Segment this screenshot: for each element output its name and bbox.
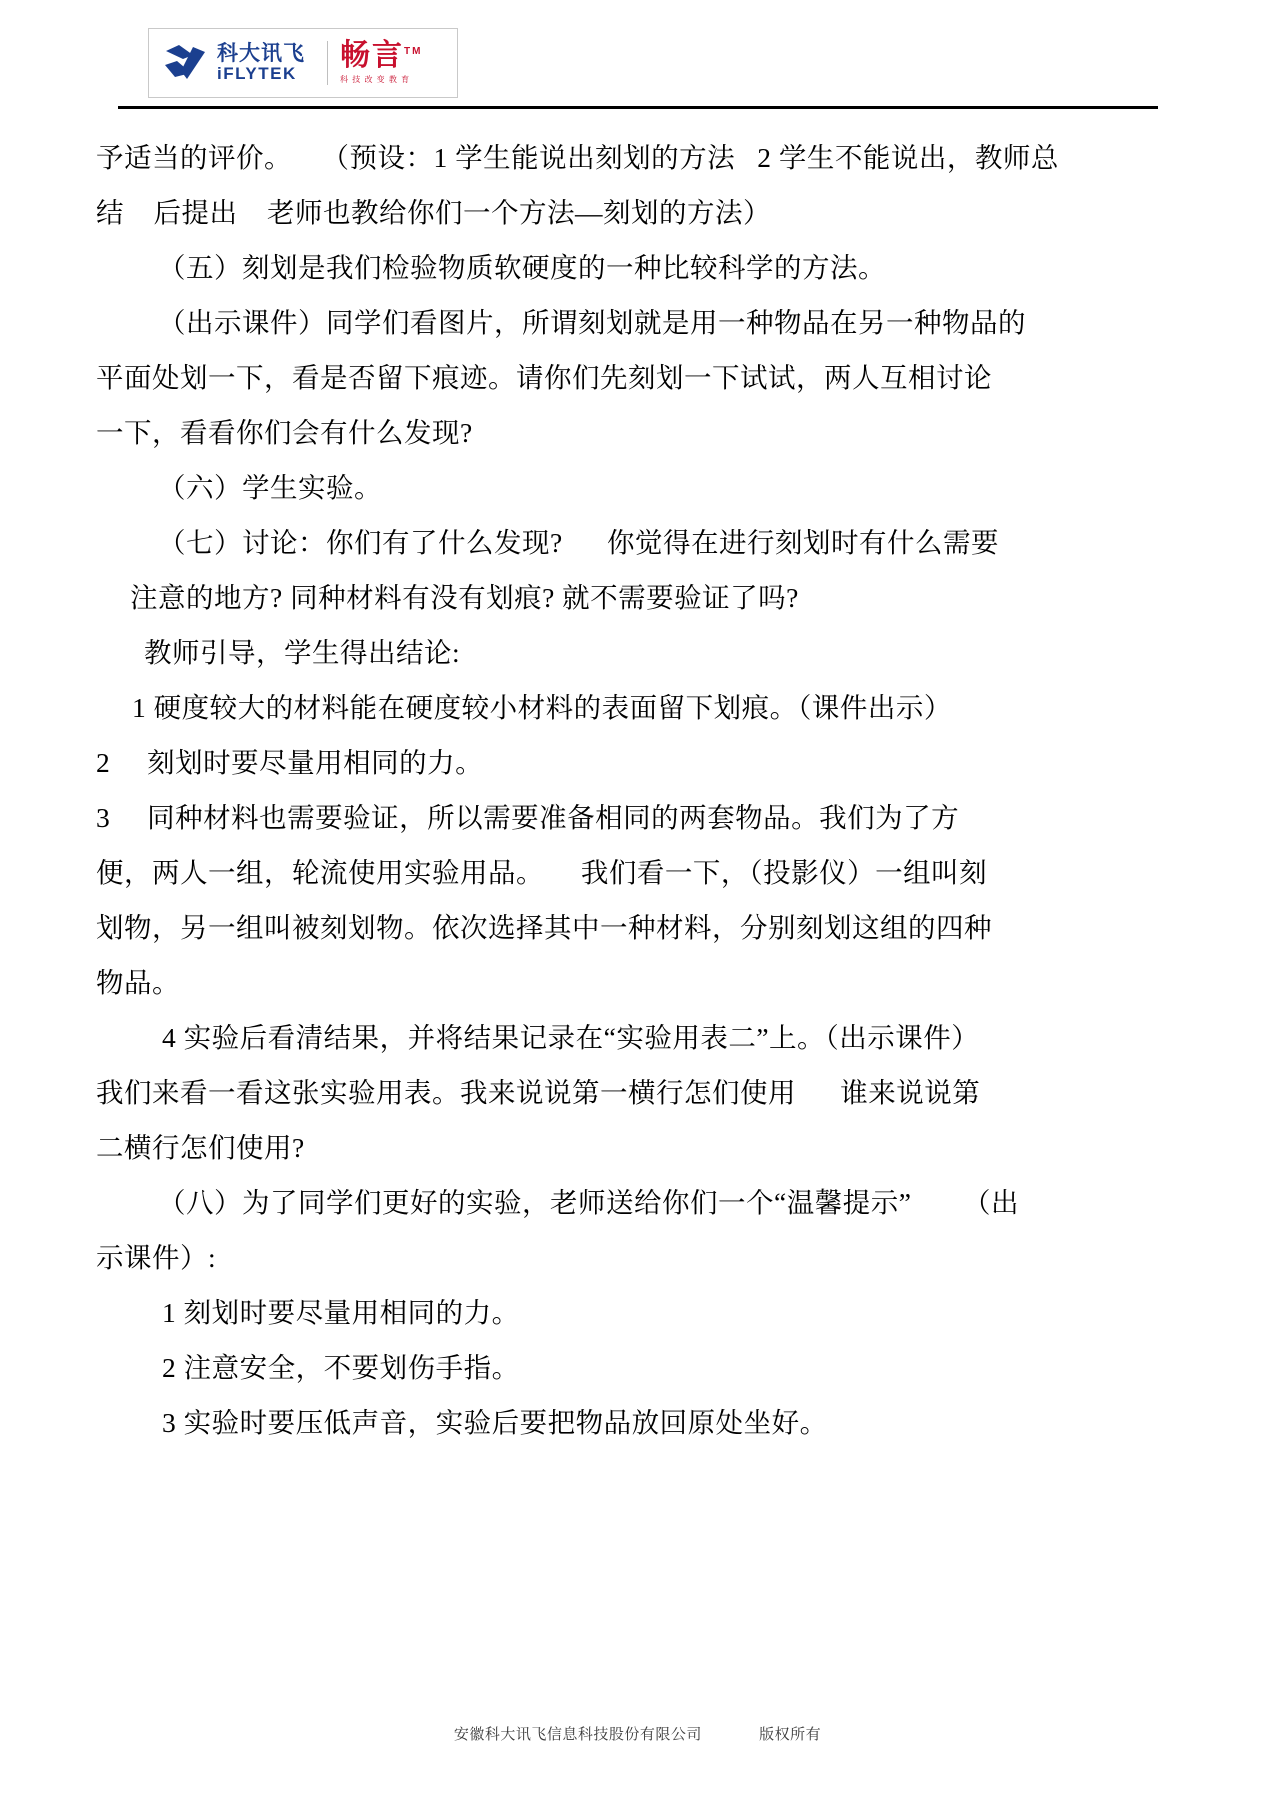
paragraph: 3 实验时要压低声音，实验后要把物品放回原处坐好。 <box>162 1407 828 1438</box>
paragraph: 物品。 <box>96 967 180 998</box>
logo-divider <box>327 41 328 85</box>
paragraph: 平面处划一下，看是否留下痕迹。请你们先刻划一下试试，两人互相讨论 <box>96 362 992 393</box>
logo-company-cn: 科大讯飞 <box>217 42 305 66</box>
iflytek-changyan-logo <box>148 28 458 98</box>
paragraph: 示课件）: <box>96 1242 217 1273</box>
paragraph: 一下，看看你们会有什么发现? <box>96 417 473 448</box>
paragraph: 1 刻划时要尽量用相同的力。 <box>162 1297 520 1328</box>
paragraph: （出示课件）同学们看图片，所谓刻划就是用一种物品在另一种物品的 <box>158 307 1026 338</box>
paragraph: 3 同种材料也需要验证，所以需要准备相同的两套物品。我们为了方 <box>96 802 960 833</box>
paragraph: 注意的地方? 同种材料有没有划痕? 就不需要验证了吗? <box>130 582 799 613</box>
logo-trademark: TM <box>404 46 423 57</box>
paragraph: （七）讨论：你们有了什么发现? 你觉得在进行刻划时有什么需要 <box>158 527 999 558</box>
paragraph: 2 刻划时要尽量用相同的力。 <box>96 747 484 778</box>
page-header <box>118 28 1158 110</box>
paragraph: （五）刻划是我们检验物质软硬度的一种比较科学的方法。 <box>158 252 886 283</box>
paragraph: 教师引导，学生得出结论: <box>144 637 461 668</box>
header-divider-rule <box>118 106 1158 109</box>
iflytek-logo <box>149 43 315 83</box>
logo-product-text: 畅言 <box>340 39 404 72</box>
paragraph: （六）学生实验。 <box>158 472 382 503</box>
paragraph: 4 实验后看清结果，并将结果记录在“实验用表二”上。（出示课件） <box>162 1022 980 1053</box>
paragraph: （八）为了同学们更好的实验，老师送给你们一个“温馨提示” （出 <box>158 1187 1020 1218</box>
iflytek-mark-icon <box>163 43 209 83</box>
footer-company: 安徽科大讯飞信息科技股份有限公司 <box>453 1726 702 1743</box>
footer-rights: 版权所有 <box>759 1726 822 1743</box>
logo-company-en: iFLYTEK <box>217 64 297 84</box>
changyan-logo <box>340 41 422 85</box>
paragraph: 我们来看一看这张实验用表。我来说说第一横行怎们使用 谁来说说第 <box>96 1077 981 1108</box>
document-body <box>96 130 1178 1450</box>
logo-product-sub: 科 技 改 变 教 育 <box>340 75 411 84</box>
paragraph: 2 注意安全，不要划伤手指。 <box>162 1352 520 1383</box>
paragraph: 二横行怎们使用? <box>96 1132 305 1163</box>
paragraph: 划物，另一组叫被刻划物。依次选择其中一种材料，分别刻划这组的四种 <box>96 912 992 943</box>
paragraph: 结 后提出 老师也教给你们一个方法—刻划的方法） <box>96 197 771 228</box>
paragraph: 1 硬度较大的材料能在硬度较小材料的表面留下划痕。（课件出示） <box>132 692 952 723</box>
logo-product-cn <box>340 41 422 71</box>
paragraph: 予适当的评价。 （预设：1 学生能说出刻划的方法 2 学生不能说出，教师总 <box>96 142 1059 173</box>
paragraph: 便，两人一组，轮流使用实验用品。 我们看一下，（投影仪）一组叫刻 <box>96 857 988 888</box>
page-footer <box>0 1723 1275 1744</box>
